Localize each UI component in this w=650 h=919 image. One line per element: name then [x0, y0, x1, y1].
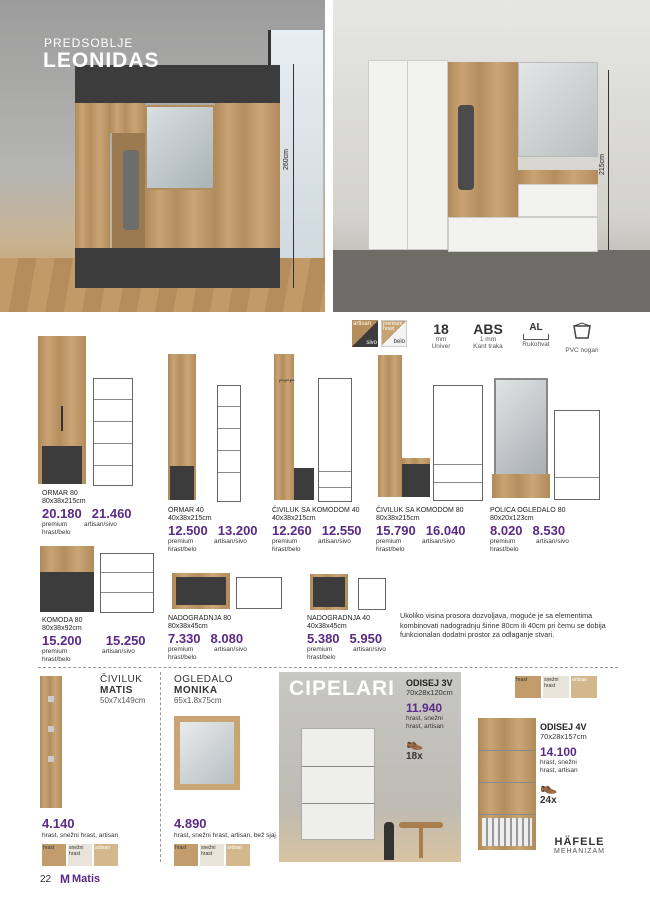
section-divider — [38, 667, 618, 668]
handle-icon: AL — [529, 322, 543, 333]
product-nadogradnja-40: NADOGRADNJA 40 40x38x45cm 5.380 5.950 premium hrast/belo artisan/sivo — [307, 615, 386, 661]
civiluk-80-photo — [378, 355, 402, 497]
civiluk-40-drawing — [318, 378, 352, 502]
page-title: LEONIDAS — [43, 49, 160, 72]
nadogradnja-40-photo — [310, 574, 348, 610]
matis-logo: M Matis — [60, 872, 101, 886]
polica-ogledalo-drawing — [554, 410, 600, 500]
product-komoda-80: KOMODA 80 80x38x92cm 15.200 15.250 premium hrast/belo artisan/sivo — [42, 617, 146, 663]
page-number: 22 — [40, 874, 52, 885]
civiluk-matis-photo — [40, 676, 62, 808]
page-subtitle: PREDSOBLJE — [44, 36, 134, 50]
ogledalo-swatches: hrast snežni hrast artisan — [174, 844, 250, 866]
ogledalo-monika-colors: hrast, snežni hrast, artisan, bež sjaj — [174, 832, 276, 839]
product-polica-ogledalo: POLICA OGLEDALO 80 80x20x123cm 8.020 8.530 premium hrast/belo artisan/sivo — [490, 507, 569, 553]
civiluk-matis-title: ČIVILUK MATIS 50x7x149cm — [100, 674, 146, 705]
odisej-3v: ODISEJ 3V 70x28x120cm 11.940 hrast, snežni hrast, artisan 👞 18x — [406, 678, 466, 762]
nadogradnja-80-photo — [172, 573, 230, 609]
product-ormar-40: ORMAR 40 40x38x215cm 12.500 13.200 premium hrast/belo artisan/sivo — [168, 507, 258, 553]
civiluk-matis-price: 4.140 — [42, 816, 75, 831]
spec-edge: ABS 1 mm Kant traka — [473, 321, 503, 350]
civiluk-matis-colors: hrast, snežni hrast, artisan — [42, 832, 119, 839]
hero-photo-right — [333, 0, 650, 312]
shoe-icon-2: 👞 — [540, 778, 558, 794]
product-civiluk-40: ČIVILUK SA KOMODOM 40 40x38x215cm 12.260 12.550 premium hrast/belo artisan/sivo — [272, 507, 362, 553]
finish-swatch-premium: premium hrast belo — [383, 321, 405, 345]
ogledalo-monika-price: 4.890 — [174, 816, 207, 831]
ormar-80-drawing — [93, 378, 133, 486]
ogledalo-monika-photo — [174, 716, 240, 790]
spec-handle: AL Rukohvat — [515, 322, 557, 348]
nadogradnja-40-drawing — [358, 578, 386, 610]
nadogradnja-80-drawing — [236, 577, 282, 609]
product-civiluk-80: ČIVILUK SA KOMODOM 80 80x38x215cm 15.790 16.040 premium hrast/belo artisan/sivo — [376, 507, 466, 553]
extension-note: Ukoliko visina prosora dozvoljava, moguće je sa elementima kombinovati nadogradnju širine 80cm ili 40cm pri čemu se dobija funkcionalan dodatni prostor za odlaganje stvari. — [400, 611, 606, 639]
product-nadogradnja-80: NADOGRADNJA 80 80x38x45cm 7.330 8.080 premium hrast/belo artisan/sivo — [168, 615, 247, 661]
vertical-divider — [160, 672, 161, 862]
finish-swatch-artisan: artisan sivo — [353, 321, 377, 346]
polica-ogledalo-photo — [494, 378, 548, 476]
ogledalo-monika-title: OGLEDALO MONIKA 65x1.8x75cm — [174, 674, 234, 705]
ormar-40-photo — [168, 354, 196, 500]
komoda-80-photo — [40, 546, 94, 612]
product-ormar-80: ORMAR 80 80x38x215cm 20.180 21.460 premium hrast/belo artisan/sivo — [42, 490, 132, 536]
cipelari-swatches: hrast snežni hrast artisan — [515, 676, 597, 698]
civiluk-swatches: hrast snežni hrast artisan — [42, 844, 118, 866]
komoda-80-drawing — [100, 553, 154, 613]
civiluk-80-drawing — [433, 385, 483, 501]
height-label-right: 215cm — [599, 153, 606, 175]
coat-hooks-icon: ⌐⌐⌐ — [279, 375, 295, 385]
spec-thickness: 18 mm Univer — [431, 321, 451, 350]
matis-logo-icon: M — [60, 872, 70, 886]
ormar-80-photo — [38, 336, 86, 484]
hafele-logo: HÄFELE MEHANIZAM — [554, 836, 605, 855]
ormar-40-drawing — [217, 385, 241, 502]
pvc-leg-icon — [570, 322, 594, 342]
height-label-left: 260cm — [283, 148, 290, 170]
cipelari-title: CIPELARI — [289, 677, 396, 700]
spec-legs: PVC nogari — [562, 322, 602, 354]
odisej-4v-photo — [478, 718, 536, 850]
odisej-4v: ODISEJ 4V 70x28x157cm 14.100 hrast, snežni hrast, artisan 👞 24x — [540, 722, 620, 806]
shoe-icon: 👞 — [406, 734, 424, 750]
